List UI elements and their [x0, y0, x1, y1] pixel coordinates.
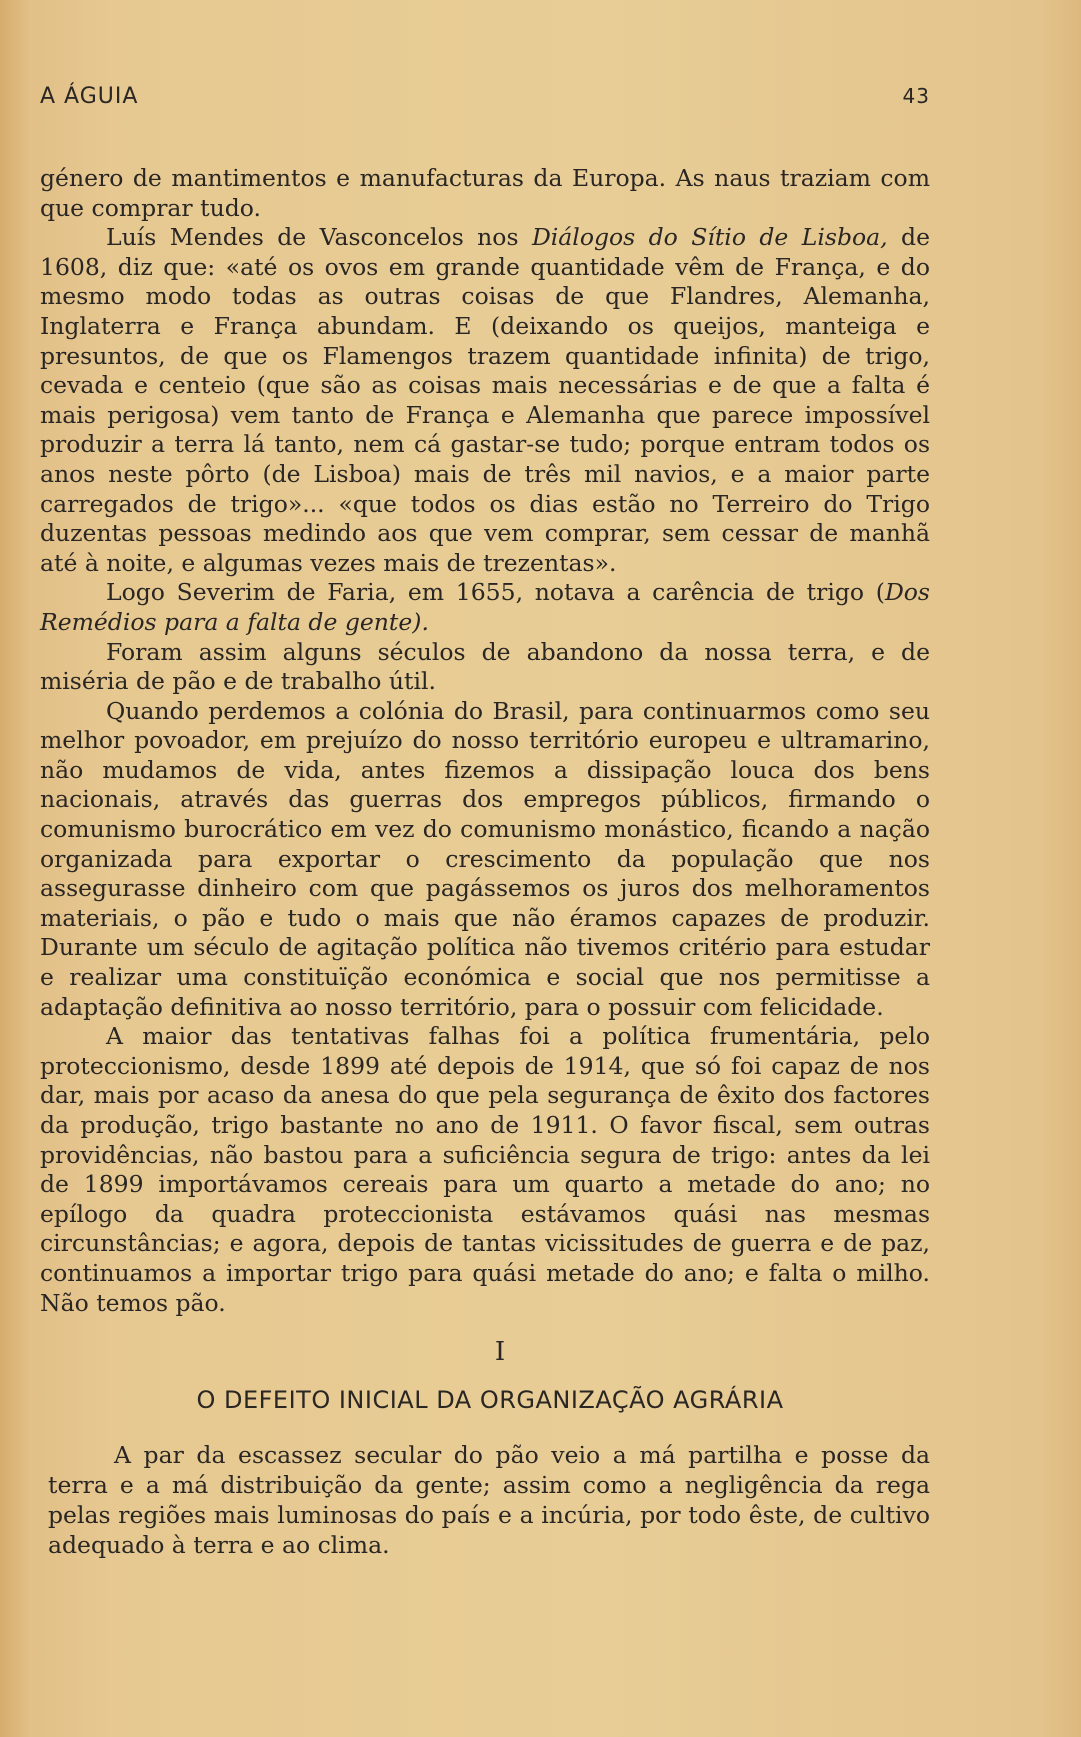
page-number: 43 [902, 84, 930, 108]
paragraph-2-text-b: de 1608, diz que: «até os ovos em grande quantidade vêm de França, e do mesmo modo todas as outras coisas de que Flandres, Alemanha, Inglaterra e França abundam. E (deixando os queijos, manteiga e presuntos, de que os Flamengos trazem quantidade infinita) de trigo, cevada e centeio (que são as coisas mais necessárias e de que a falta é mais perigosa) vem tanto de França e Alemanha que parece impossível produzir a terra lá tanto, nem cá gastar-se tudo; porque entram todos os anos neste pôrto (de Lisboa) mais de três mil navios, e a maior parte carregados de trigo»... «que todos os dias estão no Terreiro do Trigo duzentas pessoas medindo aos que vem comprar, sem cessar de manhã até à noite, e algumas vezes mais de trezentas». [40, 223, 930, 577]
paragraph-2 [40, 223, 930, 578]
book-title-remedios: Dos Remédios para a falta de gente). [40, 578, 930, 636]
paragraph-4-text: Foram assim alguns séculos de abandono da nossa terra, e de miséria de pão e de trabalho útil. [40, 637, 930, 696]
section-number: I [494, 1337, 506, 1367]
paragraph-6 [40, 1022, 930, 1318]
journal-title: A ÁGUIA [40, 84, 139, 109]
paragraph-1-text: género de mantimentos e manufacturas da Europa. As naus traziam com que comprar tudo. [40, 164, 930, 222]
paragraph-2-text-a: Luís Mendes de Vasconcelos nos [106, 223, 532, 252]
section-text [48, 1440, 930, 1560]
section-heading: O DEFEITO INICIAL DA ORGANIZAÇÃO AGRÁRIA [196, 1386, 784, 1414]
paragraph-3 [40, 578, 930, 637]
paragraph-1 [40, 164, 930, 223]
paragraph-3-text: Logo Severim de Faria, em 1655, notava a carência de trigo ( [106, 578, 885, 607]
section-paragraph-1: A par da escassez secular do pão veio a má partilha e posse da terra e a má distribuição da gente; assim como a negligência da rega pelas regiões mais luminosas do país e a incúria, por todo êste, de cultivo adequado à terra e ao clima. [48, 1441, 930, 1559]
paragraph-5-text: Quando perdemos a colónia do Brasil, para continuarmos como seu melhor povoador, em prejuízo do nosso território europeu e ultramarino, não mudamos de vida, antes fizemos a dissipação louca dos bens nacionais, através das guerras dos empregos públicos, firmando o comunismo burocrático em vez do comunismo monástico, ficando a nação organizada para exportar o crescimento da população que nos assegurasse dinheiro com que pagássemos os juros dos melhoramentos materiais, o pão e tudo o mais que não éramos capazes de produzir. Durante um século de agitação política não tivemos critério para estudar e realizar uma constituïção económica e social que nos permitisse a adaptação definitiva ao nosso território, para o possuir com felicidade. [40, 696, 930, 1021]
paragraph-6-text: A maior das tentativas falhas foi a política frumentária, pelo proteccionismo, desde 1899 até depois de 1914, que só foi capaz de nos dar, mais por acaso da anesa do que pela segurança de êxito dos factores da produção, trigo bastante no ano de 1911. O favor fiscal, sem outras providências, não bastou para a suficiência segura de trigo: antes da lei de 1899 importávamos cereais para um quarto a metade do ano; no epílogo da quadra proteccionista estávamos quási nas mesmas circunstâncias; e agora, depois de tantas vicissitudes de guerra e de paz, continuamos a importar trigo para quási metade do ano; e falta o milho. Não temos pão. [40, 1022, 930, 1317]
paragraph-5 [40, 697, 930, 1023]
main-text [40, 164, 930, 1318]
book-title-dialogos: Diálogos do Sítio de Lisboa, [531, 223, 888, 252]
paragraph-4 [40, 638, 930, 697]
